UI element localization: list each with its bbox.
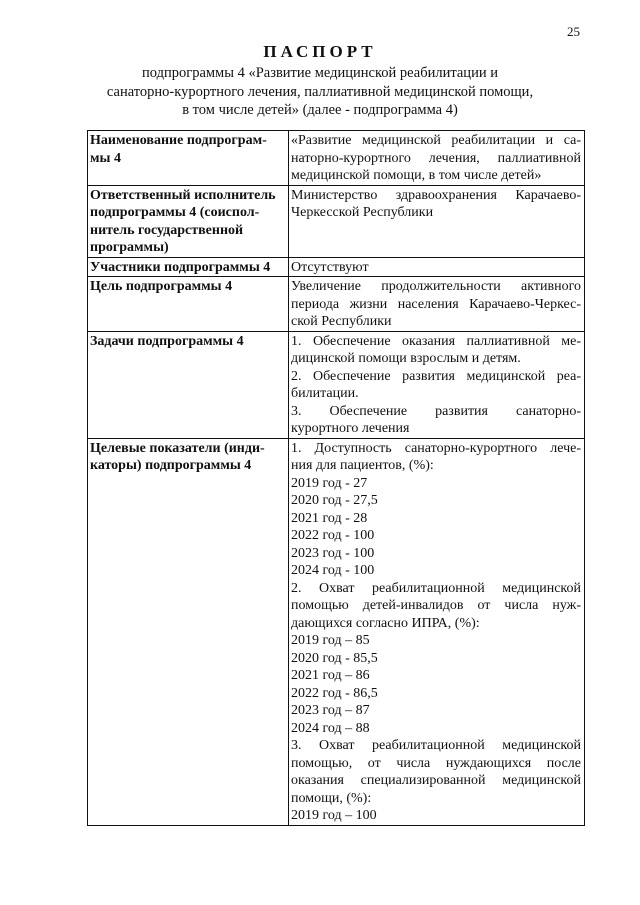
table-row-row-goal — [88, 277, 585, 332]
row-value-line: Черкесской Республики — [291, 205, 434, 220]
row-value-cell — [289, 277, 585, 332]
row-value-line: 2022 год - 100 — [291, 528, 375, 543]
row-value-line: наторно-курортного лечения, паллиативной — [291, 150, 581, 166]
passport-table — [87, 130, 585, 826]
row-value-line: медицинской помощи, в том числе детей» — [291, 168, 542, 183]
row-label-line: каторы) подпрограммы 4 — [90, 458, 252, 473]
row-value-line: дицинской помощи взрослым и детям. — [291, 351, 521, 366]
row-value-line: 2024 год – 88 — [291, 720, 370, 736]
row-label-line: Цель подпрограммы 4 — [90, 279, 233, 294]
document-title: ПАСПОРТ — [263, 42, 377, 61]
subtitle-line: санаторно-курортного лечения, паллиативной медицинской помощи, — [106, 83, 534, 100]
row-label-cell — [88, 331, 289, 438]
row-value-cell — [289, 257, 585, 277]
row-value-line: 2. Обеспечение развития медицинской реа- — [291, 368, 581, 384]
row-value-line: 2019 год – 100 — [291, 808, 377, 823]
row-value-cell — [289, 131, 585, 186]
row-value-line: 2019 год – 85 — [291, 633, 370, 648]
row-label-line: Целевые показатели (инди- — [90, 440, 265, 456]
row-value-line: 3. Обеспечение развития санаторно- — [291, 403, 581, 419]
subtitle-line: подпрограммы 4 «Развитие медицинской реабилитации и — [142, 65, 498, 81]
row-value-line: билитации. — [291, 386, 359, 401]
row-value-line: 2020 год - 85,5 — [291, 650, 378, 666]
row-value-line: периода жизни населения Карачаево-Черкес- — [291, 296, 581, 312]
row-label-line: подпрограммы 4 (соиспол- — [90, 205, 260, 220]
row-label-line: мы 4 — [90, 150, 121, 166]
row-value-line: 2021 год - 28 — [291, 510, 368, 526]
table-row-row-indicators — [88, 438, 585, 825]
row-label-cell — [88, 131, 289, 186]
table-row-row-name — [88, 131, 585, 186]
row-value-cell — [289, 185, 585, 257]
page-number: 25 — [567, 24, 580, 39]
row-label-line: Участники подпрограммы 4 — [90, 259, 271, 275]
row-label-line: Задачи подпрограммы 4 — [90, 333, 244, 349]
row-value-line: 2023 год – 87 — [291, 703, 370, 718]
row-value-line: «Развитие медицинской реабилитации и са- — [291, 133, 581, 148]
row-value-cell — [289, 438, 585, 825]
row-value-line: 2. Охват реабилитационной медицинской — [291, 580, 581, 596]
row-value-line: 2023 год - 100 — [291, 545, 375, 561]
row-value-line: помощи, (%): — [291, 790, 372, 806]
row-value-cell — [289, 331, 585, 438]
row-value-line: 2022 год - 86,5 — [291, 685, 378, 701]
row-value-line: 2020 год - 27,5 — [291, 493, 378, 508]
row-label-line: Ответственный исполнитель — [90, 187, 276, 203]
row-value-line: 1. Обеспечение оказания паллиативной ме- — [291, 333, 581, 349]
table-row-row-participants — [88, 257, 585, 277]
row-value-line: помощью детей-инвалидов от числа нуж- — [291, 598, 581, 613]
row-value-line: Отсутствуют — [291, 259, 369, 275]
row-value-line: 2024 год - 100 — [291, 563, 375, 578]
row-value-line: дающихся согласно ИПРА, (%): — [291, 615, 480, 631]
table-row-row-tasks — [88, 331, 585, 438]
row-label-line: программы) — [90, 240, 169, 255]
row-label-line: нитель государственной — [90, 222, 244, 238]
row-value-line: ской Республики — [291, 314, 392, 329]
row-label-cell — [88, 277, 289, 332]
row-label-cell — [88, 438, 289, 825]
row-label-cell — [88, 257, 289, 277]
row-value-line: помощью, от числа нуждающихся после — [291, 755, 581, 771]
row-value-line: курортного лечения — [291, 421, 410, 436]
row-value-line: Министерство здравоохранения Карачаево- — [291, 187, 581, 203]
row-value-line: 1. Доступность санаторно-курортного лече- — [291, 440, 581, 456]
row-label-line: Наименование подпрограм- — [90, 133, 267, 148]
row-value-line: 3. Охват реабилитационной медицинской — [291, 738, 581, 753]
row-value-line: 2019 год - 27 — [291, 475, 368, 491]
subtitle-line: в том числе детей» (далее - подпрограмма 4) — [182, 102, 458, 118]
passport-table-body — [88, 131, 585, 826]
row-value-line: ния для пациентов, (%): — [291, 458, 434, 473]
document-subtitle — [100, 64, 540, 120]
row-label-cell — [88, 185, 289, 257]
row-value-line: 2021 год – 86 — [291, 668, 370, 683]
row-value-line: оказания специализированной медицинской — [291, 773, 581, 788]
table-row-row-executor — [88, 185, 585, 257]
row-value-line: Увеличение продолжительности активного — [291, 279, 581, 294]
